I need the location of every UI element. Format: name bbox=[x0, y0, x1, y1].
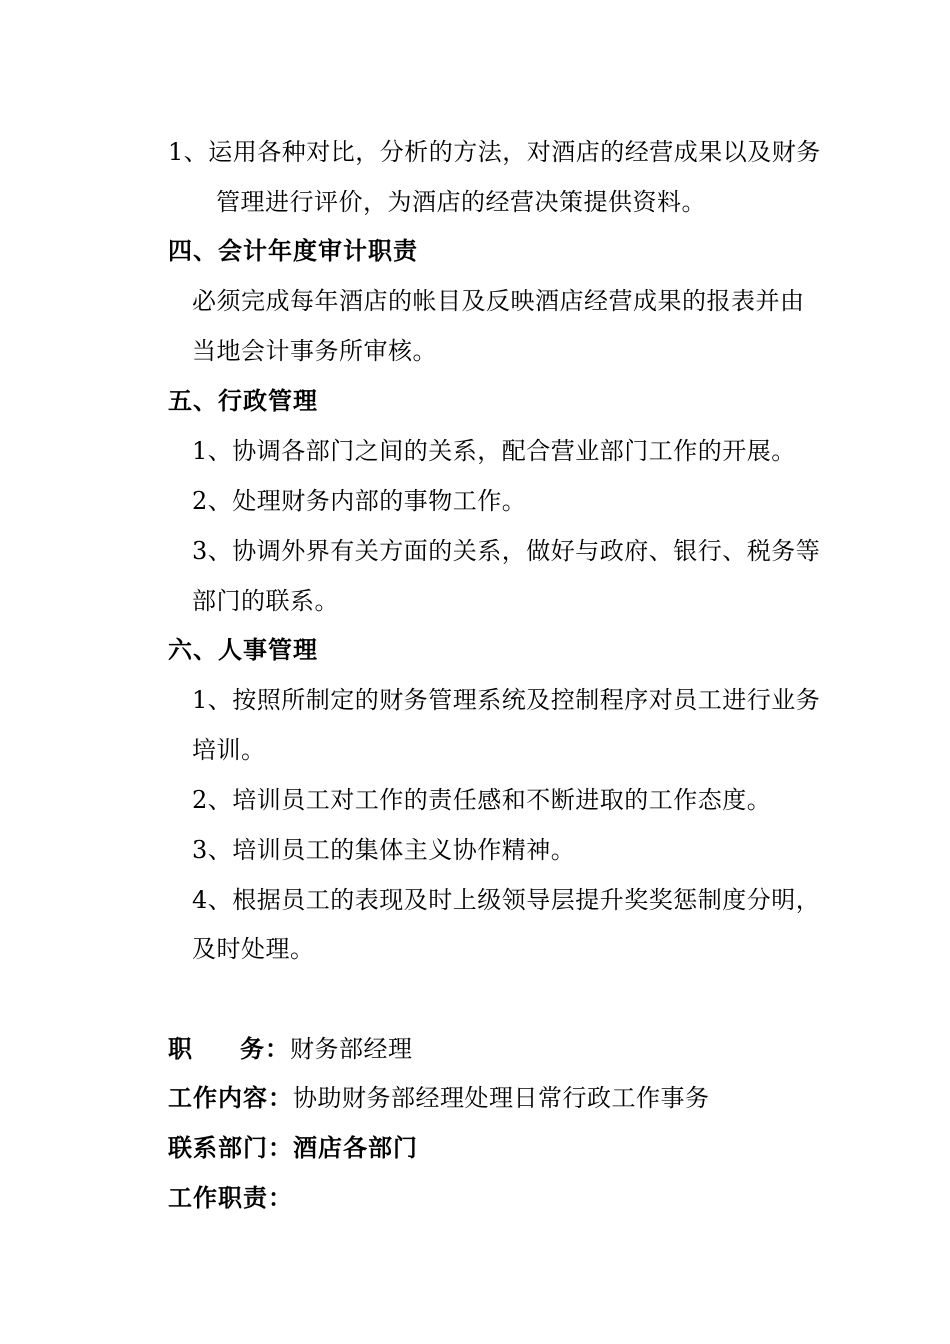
section5-item1: 1、协调各部门之间的关系，配合营业部门工作的开展。 bbox=[192, 437, 796, 465]
job-position-label-2: 务： bbox=[240, 1035, 290, 1063]
job-content-label: 工作内容： bbox=[168, 1084, 293, 1112]
job-dept-row bbox=[168, 1133, 418, 1163]
job-content-row bbox=[168, 1083, 710, 1113]
section6-item4-line2: 及时处理。 bbox=[192, 935, 315, 963]
section6-item4-line1: 4、根据员工的表现及时上级领导层提升奖奖惩制度分明， bbox=[192, 886, 821, 914]
section5-heading: 五、行政管理 bbox=[168, 387, 318, 415]
job-duties-label: 工作职责： bbox=[168, 1184, 293, 1212]
section5-item2: 2、处理财务内部的事物工作。 bbox=[192, 487, 527, 515]
section5-item3-line2: 部门的联系。 bbox=[192, 587, 339, 615]
section6-item1-line2: 培训。 bbox=[192, 736, 266, 764]
section3-item1-line1: 1、运用各种对比，分析的方法，对酒店的经营成果以及财务 bbox=[168, 138, 821, 166]
job-position-label-1: 职 bbox=[168, 1035, 193, 1063]
job-position-row bbox=[168, 1034, 413, 1064]
section5-item3-line1: 3、协调外界有关方面的关系，做好与政府、银行、税务等 bbox=[192, 537, 821, 565]
section6-item2: 2、培训员工对工作的责任感和不断进取的工作态度。 bbox=[192, 786, 772, 814]
job-position-value: 财务部经理 bbox=[290, 1035, 413, 1063]
section4-heading: 四、会计年度审计职责 bbox=[168, 237, 418, 265]
section4-para-line1: 必须完成每年酒店的帐目及反映酒店经营成果的报表并由 bbox=[192, 287, 805, 315]
job-dept-value: 酒店各部门 bbox=[293, 1134, 418, 1162]
job-dept-label: 联系部门： bbox=[168, 1134, 293, 1162]
section6-heading: 六、人事管理 bbox=[168, 636, 318, 664]
job-content-value: 协助财务部经理处理日常行政工作事务 bbox=[293, 1084, 710, 1112]
section6-item3: 3、培训员工的集体主义协作精神。 bbox=[192, 836, 576, 864]
section4-para-line2: 当地会计事务所审核。 bbox=[192, 337, 437, 365]
section3-item1-line2: 管理进行评价，为酒店的经营决策提供资料。 bbox=[216, 188, 706, 216]
section6-item1-line1: 1、按照所制定的财务管理系统及控制程序对员工进行业务 bbox=[192, 686, 821, 714]
